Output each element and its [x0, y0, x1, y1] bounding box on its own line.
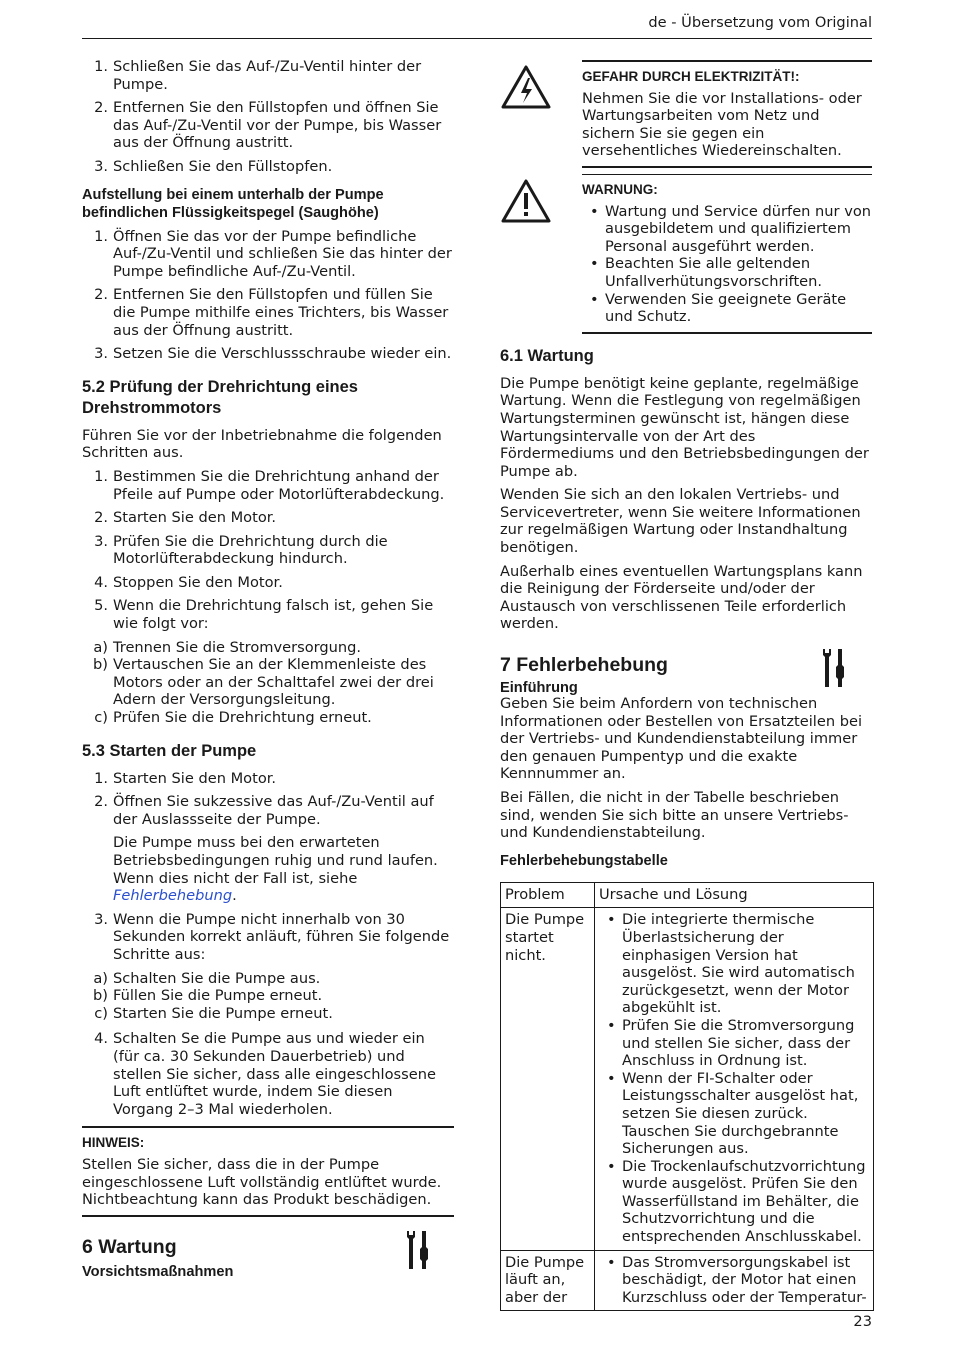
list-item: 3. Wenn die Pumpe nicht innerhalb von 30 Sekunden korrekt anläuft, führen Sie folgende Schritte aus:	[94, 910, 450, 963]
page-number: 23	[853, 1313, 872, 1330]
section-5-3-heading: 5.3 Starten der Pumpe	[82, 741, 257, 760]
list-item: • Verwenden Sie geeignete Geräte und Schutz.	[590, 290, 847, 326]
danger-title: GEFAHR DURCH ELEKTRIZITÄT!:	[582, 69, 800, 84]
danger-electricity-block	[500, 60, 872, 168]
tools-icon	[404, 1229, 430, 1271]
table-header: Problem	[501, 882, 595, 908]
table-header: Ursache und Lösung	[595, 882, 874, 908]
rotation-steps-list	[82, 468, 454, 633]
list-item: 2. Entfernen Sie den Füllstopfen und füllen Sie die Pumpe mithilfe eines Trichters, bis Wasser aus der Öffnung austritt.	[94, 286, 449, 339]
list-item: • Beachten Sie alle geltenden Unfallverhütungsvorschriften.	[590, 255, 823, 290]
maintenance-paragraph: Die Pumpe benötigt keine geplante, regelmäßige Wartung. Wenn die Festlegung von regelmäßigen Wartungsterminen gewünscht ist, hängen diese Wartungsintervalle von der Art des Fördermediums und den Betriebsbedingungen der Pumpe ab.	[500, 374, 869, 480]
list-item: 1. Schließen Sie das Auf-/Zu-Ventil hinter der Pumpe.	[94, 58, 422, 93]
list-item: • Das Stromversorgungskabel ist beschädigt, der Motor hat einen Kurzschluss oder der Temperatur-	[607, 1253, 867, 1306]
introduction-heading: Einführung	[500, 680, 578, 697]
warning-list	[582, 203, 872, 326]
table-row	[501, 908, 874, 1250]
list-item: c) Starten Sie die Pumpe erneut.	[94, 1004, 333, 1022]
chapter-7-title: 7 Fehlerbehebung	[500, 654, 668, 677]
list-item: 1. Bestimmen Sie die Drehrichtung anhand der Pfeile auf Pumpe oder Motorlüfterabdeckung.	[94, 467, 445, 503]
start-substeps-list	[82, 970, 454, 1023]
tools-icon	[820, 647, 846, 689]
hinweis-title: HINWEIS:	[82, 1135, 145, 1151]
header-title: de - Übersetzung vom Original	[648, 14, 872, 31]
warning-title: WARNUNG:	[582, 181, 658, 197]
list-item: b) Vertauschen Sie an der Klemmenleiste des Motors oder an der Schalttafel zwei der drei Adern der Versorgungsleitung.	[93, 656, 434, 709]
troubleshooting-paragraph: Bei Fällen, die nicht in der Tabelle beschrieben sind, wenden Sie sich bitte an unsere Vertriebs- und Kundendienstabteilung.	[500, 789, 849, 842]
electric-hazard-icon	[500, 64, 552, 110]
hinweis-notice	[82, 1126, 454, 1216]
troubleshooting-link[interactable]: Fehlerbehebung	[113, 887, 233, 905]
table-row	[501, 1250, 874, 1311]
list-item: • Wartung und Service dürfen nur von ausgebildetem und qualifiziertem Personal ausgeführt werden.	[590, 202, 872, 255]
troubleshooting-paragraph: Geben Sie beim Anfordern von technischen Informationen oder Bestellen von Ersatzteilen bei der Vertriebs- und Kundendienstabteilung immer den genauen Pumpentyp und die exakte Kennnummer an.	[500, 695, 863, 783]
maintenance-paragraph: Wenden Sie sich an den lokalen Vertriebs- und Servicevertreter, wenn Sie weitere Informationen zur regelmäßigen Wartung oder Instandhaltung benötigen.	[500, 486, 861, 557]
list-item: 1. Starten Sie den Motor.	[94, 769, 277, 787]
section-5-2-intro: Führen Sie vor der Inbetriebnahme die folgenden Schritten aus.	[82, 426, 442, 462]
suction-lift-heading: Aufstellung bei einem unterhalb der Pumpe befindlichen Flüssigkeitspegel (Saughöhe)	[82, 186, 384, 221]
troubleshooting-table	[500, 882, 874, 1312]
list-item: 2. Starten Sie den Motor.	[94, 509, 277, 527]
cause-cell	[595, 908, 874, 1250]
maintenance-paragraph: Außerhalb eines eventuellen Wartungsplans kann die Reinigung der Förderseite und/oder der Austausch von verschlissenen Teile erforderlich werden.	[500, 562, 863, 633]
problem-cell: Die Pumpe läuft an, aber der	[501, 1250, 595, 1311]
problem-cell: Die Pumpe startet nicht.	[501, 908, 595, 1250]
chapter-7-header	[500, 653, 872, 695]
troubleshooting-table-heading: Fehlerbehebungstabelle	[500, 852, 668, 869]
list-item: • Prüfen Sie die Stromversorgung und stellen Sie sicher, dass der Anschluss in Ordnung ist.	[607, 1016, 855, 1070]
hinweis-text: Stellen Sie sicher, dass die in der Pumpe eingeschlossene Luft vollständig entlüftet wurde. Nichtbeachtung kann das Produkt beschädigen.	[82, 1155, 442, 1209]
list-item: a) Schalten Sie die Pumpe aus.	[93, 969, 321, 987]
chapter-6-header	[82, 1235, 454, 1285]
suction-steps-list	[82, 228, 454, 363]
section-6-1-heading: 6.1 Wartung	[500, 346, 594, 365]
left-column	[82, 58, 454, 1285]
list-item: 3. Setzen Sie die Verschlussschraube wieder ein.	[94, 345, 452, 363]
fill-steps-list	[82, 58, 454, 176]
list-item: 4. Stoppen Sie den Motor.	[94, 573, 283, 591]
cause-cell	[595, 1250, 874, 1311]
start-step-4	[82, 1030, 454, 1118]
list-item: • Die Trockenlaufschutzvorrichtung wurde ausgelöst. Prüfen Sie den Wasserfüllstand im Behälter, die Schutzvorrichtung und die entsprechenden Anschlusskabel.	[607, 1157, 866, 1246]
list-item: 2. Öffnen Sie sukzessive das Auf-/Zu-Ventil auf der Auslassseite der Pumpe.	[94, 793, 434, 828]
list-item: • Wenn der FI-Schalter oder Leistungsschalter ausgelöst hat, setzen Sie diesen zurück. Tauschen Sie durchgebrannte Sicherungen aus.	[607, 1069, 859, 1158]
danger-text: Nehmen Sie die vor Installations- oder Wartungsarbeiten vom Netz und sichern Sie sie gegen ein versehentliches Wiedereinschalten.	[582, 89, 862, 160]
start-step-3	[82, 911, 454, 964]
list-item: 2. Entfernen Sie den Füllstopfen und öffnen Sie das Auf-/Zu-Ventil vor der Pumpe, bis Wasser aus der Öffnung austritt.	[94, 99, 442, 152]
start-note: Die Pumpe muss bei den erwarteten Betriebsbedingungen ruhig und rund laufen. Wenn dies nicht der Fall ist, siehe Fehlerbehebung.	[113, 834, 438, 905]
list-item: c) Prüfen Sie die Drehrichtung erneut.	[94, 709, 372, 727]
list-item: • Die integrierte thermische Überlastsicherung der einphasigen Version hat ausgelöst. Sie wird automatisch zurückgesetzt, wenn der Motor abgekühlt ist.	[607, 911, 855, 1017]
precautions-heading: Vorsichtsmaßnahmen	[82, 1263, 234, 1280]
list-item: 3. Prüfen Sie die Drehrichtung durch die Motorlüfterabdeckung hindurch.	[94, 532, 388, 568]
warning-block	[500, 174, 872, 334]
page-header	[82, 12, 872, 39]
rotation-substeps-list	[82, 639, 454, 727]
warning-icon	[500, 178, 552, 224]
start-steps-list	[82, 770, 454, 829]
chapter-6-title: 6 Wartung	[82, 1235, 177, 1258]
section-5-2-heading: 5.2 Prüfung der Drehrichtung eines Drehstrommotors	[82, 377, 358, 417]
list-item: 5. Wenn die Drehrichtung falsch ist, gehen Sie wie folgt vor:	[94, 597, 434, 633]
table-header-row	[501, 882, 874, 908]
list-item: 1. Öffnen Sie das vor der Pumpe befindliche Auf-/Zu-Ventil und schließen Sie das hinter der Pumpe befindliche Auf-/Zu-Ventil.	[94, 227, 452, 280]
list-item: 4. Schalten Se die Pumpe aus und wieder ein (für ca. 30 Sekunden Dauerbetrieb) und stellen Sie sicher, dass alle eingeschlossene Luft entlüftet wurde, indem Sie diesen Vorgang 2–3 Mal wiederholen.	[94, 1030, 436, 1118]
list-item: a) Trennen Sie die Stromversorgung.	[93, 638, 362, 656]
list-item: 3. Schließen Sie den Füllstopfen.	[94, 157, 333, 175]
right-column	[500, 60, 872, 1311]
list-item: b) Füllen Sie die Pumpe erneut.	[93, 987, 323, 1005]
